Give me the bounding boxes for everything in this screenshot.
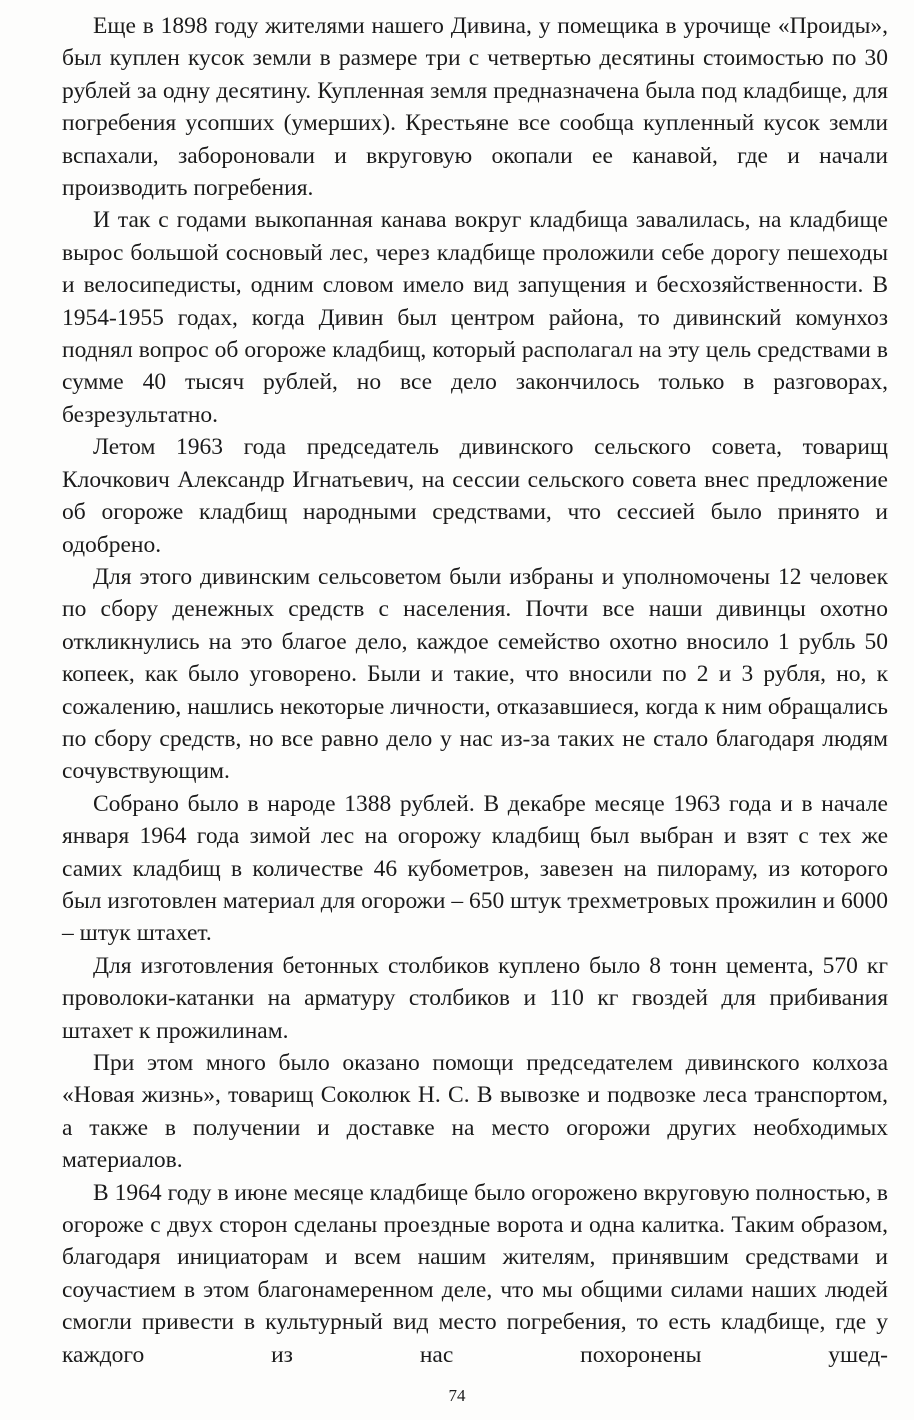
paragraph-2: И так с годами выкопанная канава вокруг кладбища завалилась, на кладбище вырос большой сосновый лес, через кладбище проложили себе дорогу пешеходы и велосипедисты, одним словом имело вид запущения и бесхозяйственности. В 1954-1955 годах, когда Дивин был центром района, то дивинский комунхоз поднял вопрос об огороже кладбищ, который располагал на эту цель средствами в сумме 40 тысяч рублей, но все дело закончилось только в разговорах, безрезультатно.	[62, 207, 888, 428]
paragraph-5: Собрано было в народе 1388 рублей. В декабре месяце 1963 года и в начале января 1964 года зимой лес на огорожу кладбищ был выбран и взят с тех же самих кладбищ в количестве 46 кубометров, завезен на пилораму, из которого был изготовлен материал для огорожи – 650 штук трехметровых прожилин и 6000 – штук штахет.	[62, 790, 888, 947]
paragraph-6: Для изготовления бетонных столбиков куплено было 8 тонн цемента, 570 кг проволоки-катанки на арматуру столбиков и 110 кг гвоздей для прибивания штахет к прожилинам.	[62, 952, 888, 1044]
body-text	[62, 10, 888, 1371]
paragraph-4: Для этого дивинским сельсоветом были избраны и уполномочены 12 человек по сбору денежных средств с населения. Почти все наши дивинцы охотно откликнулись на это благое дело, каждое семейство охотно вносило 1 рубль 50 копеек, как было уговорено. Были и такие, что вносили по 2 и 3 рубля, но, к сожалению, нашлись некоторые личности, отказавшиеся, когда к ним обращались по сбору средств, но все равно дело у нас из-за таких не стало благодаря людям сочувствующим.	[62, 563, 888, 785]
paragraph-7: При этом много было оказано помощи председателем дивинского колхоза «Новая жизнь», товарищ Соколюк Н. С. В вывозке и подвозке леса транспортом, а также в получении и доставке на место огорожи других необходимых материалов.	[62, 1050, 888, 1174]
paragraph-3: Летом 1963 года председатель дивинского сельского совета, товарищ Клочкович Александр Игнатьевич, на сессии сельского совета внес предложение об огороже кладбищ народными средствами, что сессией было принято и одобрено.	[62, 434, 888, 558]
paragraph-8: В 1964 году в июне месяце кладбище было огорожено вкруговую полностью, в огороже с двух сторон сделаны проездные ворота и одна калитка. Таким образом, благодаря инициаторам и всем нашим жителям, принявшим средствами и соучастием в этом благонамеренном деле, что мы общими силами наших людей смогли привести в культурный вид место погребения, то есть кладбище, где у каждого из нас похоронены ушед-	[62, 1179, 888, 1368]
paragraph-1: Еще в 1898 году жителями нашего Дивина, у помещика в урочище «Проиды», был куплен кусок земли в размере три с четвертью десятины стоимостью по 30 рублей за одну десятину. Купленная земля предназначена была под кладбище, для погребения усопших (умерших). Крестьяне все сообща купленный кусок земли вспахали, забороновали и вкруговую окопали ее канавой, где и начали производить погребения.	[62, 13, 888, 202]
page-number: 74	[448, 1386, 466, 1405]
